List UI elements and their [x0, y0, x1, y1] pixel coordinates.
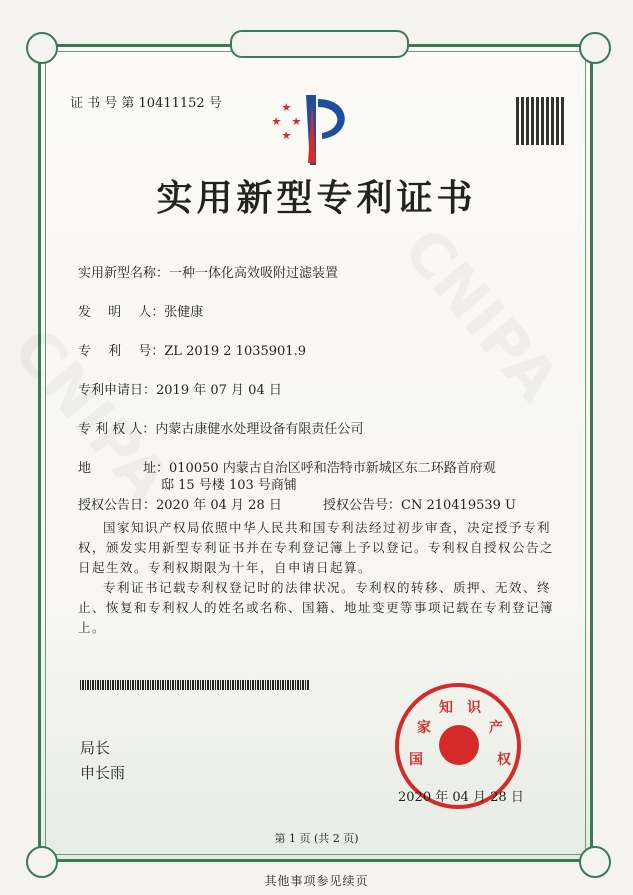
field-address: 地 址：010050 内蒙古自治区呼和浩特市新城区东二环路首府观	[78, 461, 496, 476]
top-ornament	[230, 30, 409, 58]
field-inventor: 发 明 人：张健康	[78, 305, 204, 320]
qr-code	[516, 97, 564, 145]
barcode	[80, 680, 310, 690]
seal-date: 2020 年 04 月 28 日	[398, 790, 524, 805]
field-name: 实用新型名称：一种一体化高效吸附过滤装置	[78, 266, 339, 281]
corner-ornament	[26, 32, 58, 64]
statement-text	[78, 518, 558, 638]
signatory-title: 局长	[80, 739, 111, 757]
field-patent-number: 专 利 号：ZL 2019 2 1035901.9	[78, 344, 306, 359]
footer-note: 其他事项参见续页	[264, 874, 369, 888]
field-grant-number: 授权公告号：CN 210419539 U	[323, 498, 516, 513]
paragraph: 国家知识产权局依照中华人民共和国专利法经过初步审查，决定授予专利权，颁发实用新型专利证书并在专利登记簿上予以登记。专利权自授权公告之日起生效。专利权期限为十年，自申请日起算。	[78, 520, 555, 575]
corner-ornament	[579, 32, 611, 64]
page-number: 第 1 页 (共 2 页)	[274, 832, 359, 845]
certificate-number: 证 书 号 第 10411152 号	[70, 96, 222, 111]
field-address-line2: 邸 15 号楼 103 号商铺	[161, 478, 297, 493]
paragraph: 专利证书记载专利权登记时的法律状况。专利权的转移、质押、无效、终止、恢复和专利权人的姓名或名称、国籍、地址变更等事项记载在专利登记簿上。	[78, 580, 555, 635]
field-application-date: 专利申请日：2019 年 07 月 04 日	[78, 383, 282, 398]
document-title: 实用新型专利证书	[156, 177, 477, 219]
official-seal: 国 家 知 识 产 权	[395, 683, 521, 809]
signatory-name: 申长雨	[80, 764, 126, 782]
cnipa-logo	[272, 95, 362, 165]
field-grant-date: 授权公告日：2020 年 04 月 28 日	[78, 498, 282, 513]
national-emblem-icon	[439, 725, 479, 765]
field-patentee: 专 利 权 人：内蒙古康健水处理设备有限责任公司	[78, 422, 364, 437]
